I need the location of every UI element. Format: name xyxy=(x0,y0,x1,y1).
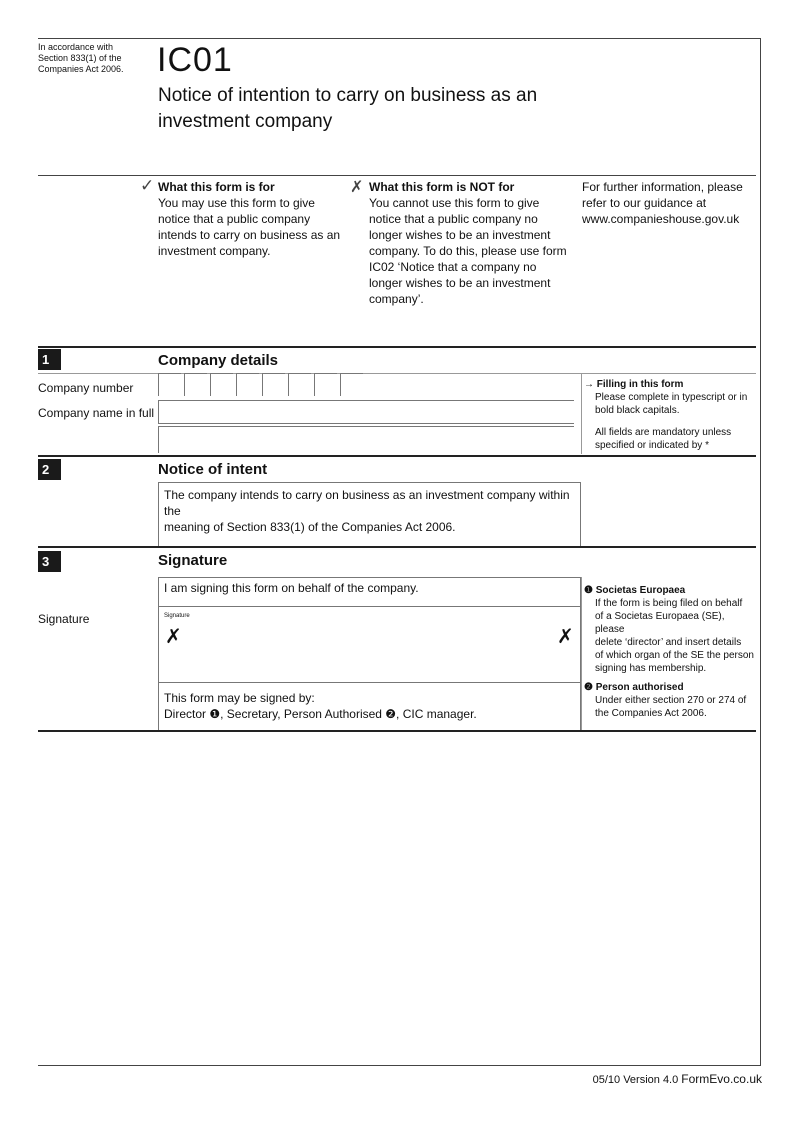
signed-by-text: This form may be signed by: Director ❶, Secretary, Person Authorised ❷, CIC manager. xyxy=(164,691,477,721)
company-name-label: Company name in full xyxy=(38,406,155,420)
sidebar-divider-1 xyxy=(581,374,582,454)
signature-box-label: Signature xyxy=(164,613,190,619)
legal-note: In accordance with Section 833(1) of the Companies Act 2006. xyxy=(38,42,124,74)
checkmark-icon: ✓ xyxy=(140,176,155,196)
signature-mark-left-icon: ✗ xyxy=(165,624,182,648)
signature-label: Signature xyxy=(38,612,90,626)
signature-mark-right-icon: ✗ xyxy=(557,624,574,648)
section1-number: 1 xyxy=(38,349,61,370)
section1-rule xyxy=(38,346,756,348)
section2-title: Notice of intent xyxy=(158,461,268,478)
signature-notes: ❶ Societas Europaea If the form is being filed on behalf of a Societas Europaea (SE), please delete ‘director’ and insert details of which organ of the SE the person signing has membership. ❷ Person authorised Under either section 270 or 274 of the Companies Act 2006. xyxy=(584,585,754,719)
signature-field[interactable] xyxy=(159,607,580,682)
company-number-cell[interactable] xyxy=(314,373,337,396)
company-number-cell[interactable] xyxy=(158,373,181,396)
section1-subrule xyxy=(38,373,756,374)
section3-number: 3 xyxy=(38,551,61,572)
company-number-label: Company number xyxy=(38,381,134,395)
brand-text: FormEvo.co.uk xyxy=(681,1072,762,1086)
further-info: For further information, please refer to our guidance at www.companieshouse.gov.uk xyxy=(582,180,743,226)
section3-title: Signature xyxy=(158,552,228,569)
sidebar-divider-3 xyxy=(581,577,582,730)
arrow-right-icon: → xyxy=(584,379,597,390)
form-code: IC01 xyxy=(157,41,233,79)
company-name-field-line1[interactable] xyxy=(158,400,574,424)
notice-of-intent-text: The company intends to carry on business as an investment company within the meaning of Section 833(1) of the Companies Act 2006. xyxy=(164,488,570,534)
version-text: 05/10 Version 4.0 xyxy=(592,1074,679,1086)
signature-divider xyxy=(158,682,581,683)
form-purpose: What this form is for You may use this form to give notice that a public company intends to carry on business as an investment company. xyxy=(158,180,341,258)
behalf-text: I am signing this form on behalf of the company. xyxy=(164,581,419,595)
right-border xyxy=(760,38,761,1066)
bottom-border xyxy=(38,1065,761,1066)
company-number-cell[interactable] xyxy=(262,373,285,396)
company-number-cell[interactable] xyxy=(210,373,233,396)
company-number-cell[interactable] xyxy=(288,373,311,396)
form-not-for: What this form is NOT for You cannot use this form to give notice that a public company no longer wishes to be an investment company. To do this, please use form IC02 ‘Notice that a company no longer wishes to be an investment company’. xyxy=(369,180,567,306)
section3-rule xyxy=(38,546,756,548)
note-1-icon: ❶ xyxy=(584,585,593,596)
section2-number: 2 xyxy=(38,459,61,480)
section3-end-rule xyxy=(38,730,756,732)
company-number-cell[interactable] xyxy=(340,373,363,396)
company-number-cell[interactable] xyxy=(236,373,259,396)
section2-rule xyxy=(38,455,756,457)
cross-icon: ✗ xyxy=(350,177,364,196)
company-number-cell[interactable] xyxy=(184,373,207,396)
top-border xyxy=(38,38,761,39)
form-title: Notice of intention to carry on business as an investment company xyxy=(158,85,538,132)
note-2-icon: ❷ xyxy=(584,682,593,693)
company-name-field-line2[interactable] xyxy=(158,426,574,453)
section1-title: Company details xyxy=(158,352,279,369)
footer xyxy=(593,1072,762,1087)
help-note: → Filling in this form Please complete in typescript or in bold black capitals. All fields are mandatory unless specified or indicated by * xyxy=(584,379,748,451)
